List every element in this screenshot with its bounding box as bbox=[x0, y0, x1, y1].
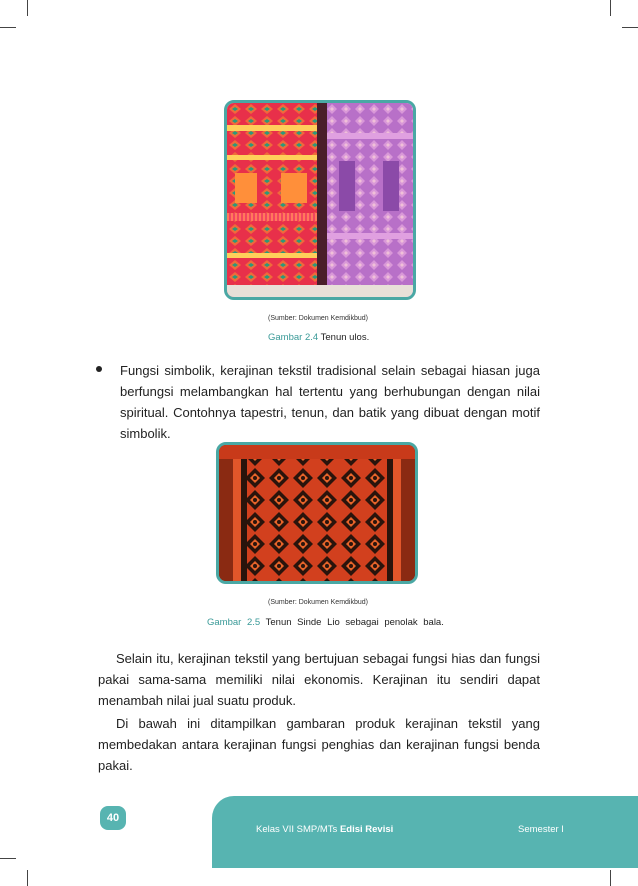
footer-book-edition: Edisi Revisi bbox=[339, 824, 394, 835]
page-number: 40 bbox=[100, 806, 126, 830]
footer-book-prefix: Kelas VII SMP/MTs bbox=[256, 824, 340, 835]
bullet-paragraph: Fungsi simbolik, kerajinan tekstil tradisional selain sebagai hiasan juga berfungsi melambangkan hal tertentu yang berhubungan dengan nilai spiritual. Contohnya tapestri, tenun, dan batik yang dibuat dengan motif simbolik. bbox=[120, 363, 540, 441]
tenun-ulos-image bbox=[224, 100, 416, 300]
crop-mark bbox=[27, 0, 28, 16]
crop-mark bbox=[610, 0, 611, 16]
tenun-sinde-lio-image bbox=[216, 442, 418, 584]
body-paragraph: Di bawah ini ditampilkan gambaran produk kerajinan tekstil yang membedakan antara kerajinan fungsi penghias dan kerajinan fungsi benda pakai. bbox=[98, 716, 540, 773]
tenun-sinde-lio-illustration bbox=[219, 445, 415, 581]
figure-caption bbox=[207, 617, 444, 628]
crop-mark bbox=[610, 870, 611, 886]
body-paragraph: Selain itu, kerajinan tekstil yang bertujuan sebagai fungsi hias dan fungsi pakai sama-sama memiliki nilai ekonomis. Kerajinan itu sendiri dapat menambah nilai jual suatu produk. bbox=[98, 651, 540, 708]
figure-label: Gambar 2.5 bbox=[207, 617, 261, 628]
crop-mark bbox=[622, 27, 638, 28]
crop-mark bbox=[0, 27, 16, 28]
footer-semester: Semester I bbox=[518, 824, 564, 835]
footer-book-title bbox=[256, 824, 393, 835]
figure-caption-text: Tenun Sinde Lio sebagai penolak bala. bbox=[265, 617, 444, 628]
figure-caption bbox=[268, 332, 369, 343]
figure-label: Gambar 2.4 bbox=[268, 332, 319, 343]
tenun-ulos-illustration bbox=[227, 103, 413, 297]
figure-caption-text: Tenun ulos. bbox=[320, 332, 370, 343]
figure-source: (Sumber: Dokumen Kemdikbud) bbox=[268, 315, 368, 322]
crop-mark bbox=[0, 858, 16, 859]
figure-source: (Sumber: Dokumen Kemdikbud) bbox=[268, 599, 368, 606]
crop-mark bbox=[27, 870, 28, 886]
bullet-marker bbox=[96, 366, 102, 372]
